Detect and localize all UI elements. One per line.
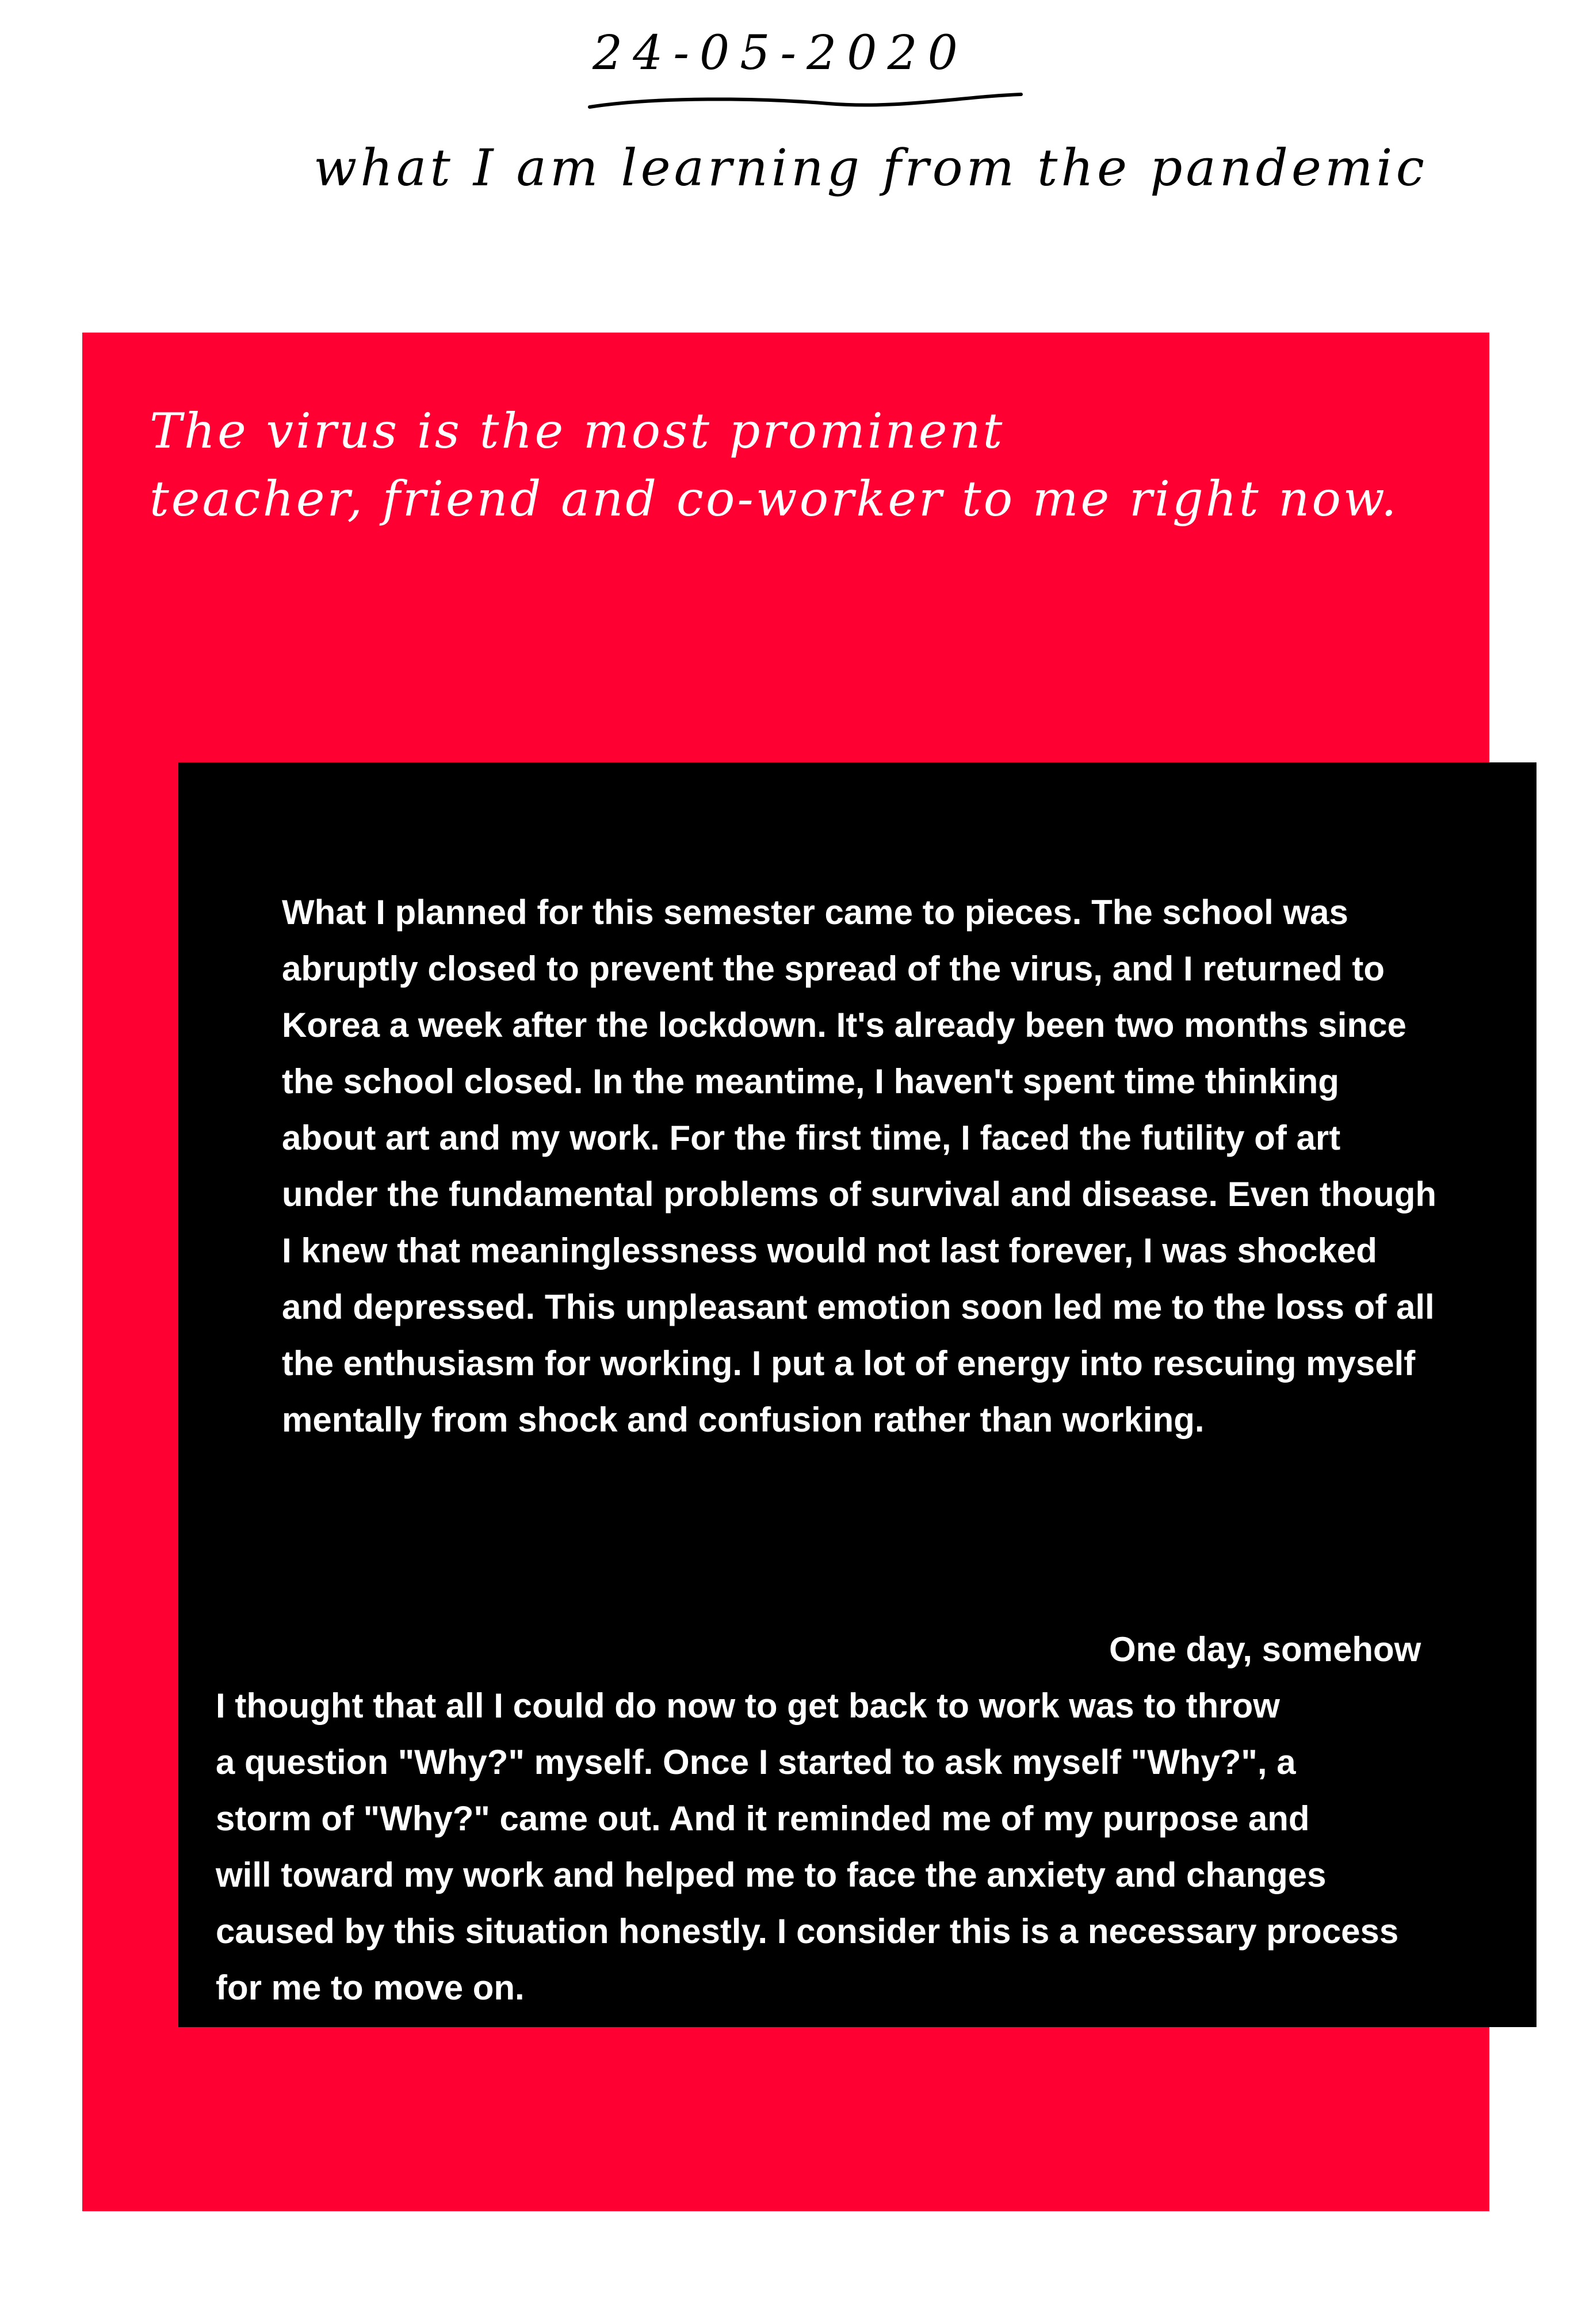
paragraph-line: abruptly closed to prevent the spread of the virus, and I returned to [282, 949, 1385, 988]
paragraph-2 [216, 1678, 1398, 2016]
date-heading: 24-05-2020 [593, 26, 968, 81]
paragraph-line: about art and my work. For the first time, I faced the futility of art [282, 1119, 1341, 1157]
quote-line: teacher, friend and co-worker to me right now. [150, 471, 1399, 527]
paragraph-line: and depressed. This unpleasant emotion soon led me to the loss of all [282, 1288, 1435, 1326]
paragraph-line: mentally from shock and confusion rather than working. [282, 1400, 1205, 1439]
paragraph-line: the enthusiasm for working. I put a lot of energy into rescuing myself [282, 1344, 1416, 1383]
paragraph-line: a question "Why?" myself. Once I started to ask myself "Why?", a [216, 1743, 1296, 1781]
paragraph-2-opening: One day, somehow [1109, 1630, 1421, 1669]
quote-line: The virus is the most prominent [150, 403, 1005, 459]
paragraph-line: caused by this situation honestly. I consider this is a necessary process [216, 1912, 1399, 1951]
paragraph-line: the school closed. In the meantime, I haven't spent time thinking [282, 1062, 1339, 1101]
quote [150, 397, 1399, 533]
paragraph-line: I thought that all I could do now to get back to work was to throw [216, 1686, 1280, 1725]
paragraph-line: for me to move on. [216, 1968, 525, 2007]
subtitle: what I am learning from the pandemic [314, 138, 1428, 197]
paragraph-line: under the fundamental problems of survival and disease. Even though [282, 1175, 1437, 1213]
header [0, 0, 1590, 322]
paragraph-line: storm of "Why?" came out. And it reminded me of my purpose and [216, 1799, 1310, 1838]
paragraph-line: Korea a week after the lockdown. It's already been two months since [282, 1006, 1406, 1044]
paragraph-1 [282, 884, 1436, 1448]
paragraph-line: What I planned for this semester came to pieces. The school was [282, 893, 1348, 932]
paragraph-line: I knew that meaninglessness would not last forever, I was shocked [282, 1231, 1377, 1270]
date-underline [587, 91, 1024, 114]
paragraph-line: will toward my work and helped me to face the anxiety and changes [216, 1856, 1327, 1894]
